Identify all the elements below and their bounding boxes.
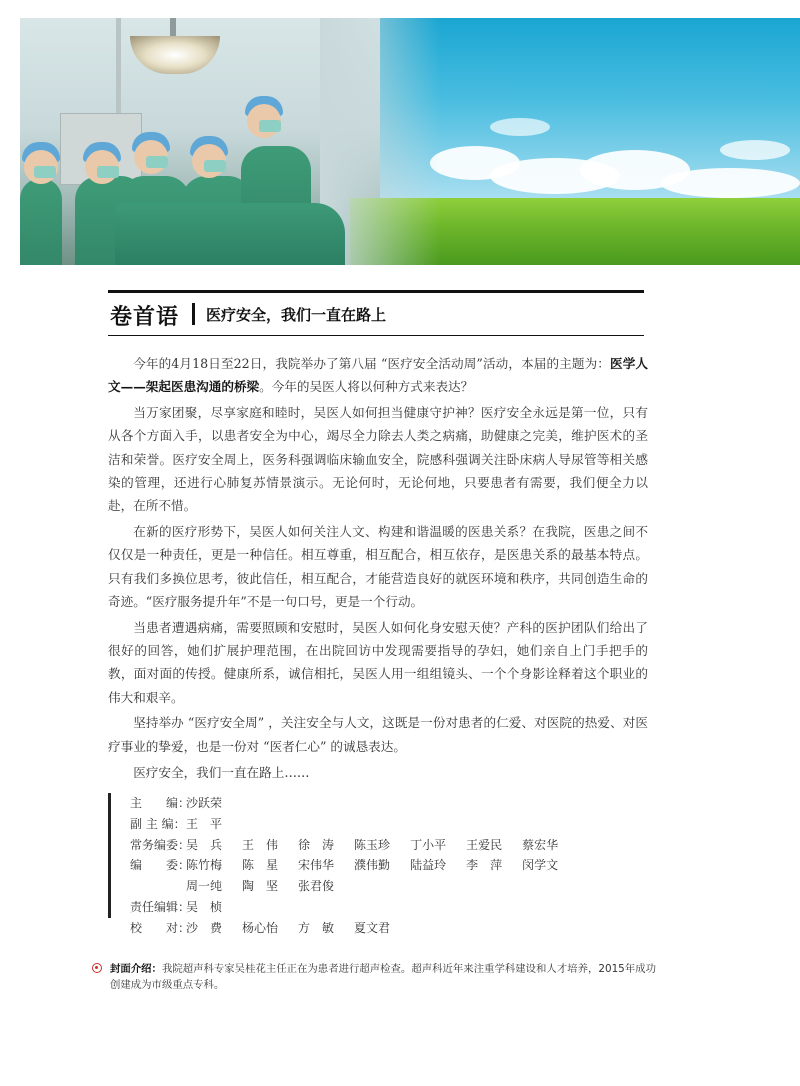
credit-names: [186, 918, 410, 939]
credit-names: [186, 855, 578, 876]
credit-names: [186, 814, 242, 835]
credit-name: 王 平: [186, 816, 223, 831]
credit-row: [111, 897, 571, 918]
surgical-drape: [115, 203, 345, 265]
editorial-article: [108, 352, 648, 786]
cloud: [660, 168, 800, 198]
theme-highlight: 医学人文——架起医患沟通的桥梁: [108, 356, 648, 395]
credit-name: 宋伟华: [298, 858, 335, 873]
credit-name: 周一纯: [186, 879, 223, 894]
credit-role: 副 主 编：: [130, 816, 186, 831]
credit-name: 陈玉珍: [354, 837, 391, 852]
credit-name: 夏文君: [354, 920, 391, 935]
paragraph: 坚持举办 “医疗安全周” ，关注安全与人文，这既是一份对患者的仁爱、对医院的热爱、对医疗事业的挚爱，也是一份对 “医者仁心” 的诚恳表达。: [108, 715, 648, 754]
target-bullet-icon: [92, 963, 102, 973]
credit-names: [186, 876, 354, 897]
credit-row: [111, 793, 571, 814]
cloud: [720, 140, 790, 160]
credit-row: [111, 835, 571, 856]
credit-name: 蔡宏华: [522, 837, 559, 852]
credit-name: 沙跃荣: [186, 796, 223, 810]
section-header: [108, 290, 644, 336]
credit-name: 李 萍: [466, 858, 503, 873]
section-subtitle: 医疗安全，我们一直在路上: [206, 306, 387, 324]
title-divider: [192, 303, 195, 325]
credit-names: [186, 793, 242, 814]
credit-role: 编 委：: [130, 858, 191, 873]
credit-name: 陈竹梅: [186, 858, 223, 873]
credit-name: 陈 星: [242, 858, 279, 873]
credit-name: 闵学文: [522, 858, 559, 873]
credit-name: 吴 兵: [186, 837, 223, 852]
credit-row: [111, 876, 571, 897]
section-title: 卷首语: [110, 305, 180, 330]
credit-name: 丁小平: [410, 837, 447, 852]
paragraph: 在新的医疗形势下，吴医人如何关注人文、构建和谐温暖的医患关系？在我院，医患之间不仅仅是一种责任，更是一种信任。相互尊重，相互配合，相互依存，是医患关系的最基本特点。只有我们多换位思考，彼此信任，相互配合，才能营造良好的就医环境和秩序，共同创造生命的奇迹。“医疗服务提升年”不是一句口号，更是一个行动。: [108, 524, 648, 609]
header-banner-image: [20, 18, 800, 265]
cover-introduction: [92, 961, 657, 993]
cover-description: 我院超声科专家吴桂花主任正在为患者进行超声检查。超声科近年来注重学科建设和人才培养，2015年成功创建成为市级重点专科。: [110, 963, 656, 991]
paragraph: 医疗安全，我们一直在路上……: [133, 764, 310, 780]
credit-row: [111, 855, 571, 876]
credit-name: 方 敏: [298, 920, 335, 935]
cloud: [490, 118, 550, 136]
credit-role: 校 对：: [130, 920, 191, 935]
credit-name: 张君俊: [298, 879, 335, 894]
credit-row: [111, 814, 571, 835]
credit-names: [186, 835, 578, 856]
paragraph: 当万家团聚，尽享家庭和睦时，吴医人如何担当健康守护神？医疗安全永远是第一位，只有从各个方面入手，以患者安全为中心，竭尽全力除去人类之病痛，助健康之完美，维护医术的圣洁和荣誉。医疗安全周上，医务科强调临床输血安全，院感科强调关注卧床病人导尿管等相关感染的管理，还进行心肺复苏情景演示。无论何时，无论何地，只要患者有需要，我们便全力以赴，在所不惜。: [108, 405, 648, 514]
credit-role: 主 编：: [130, 796, 191, 810]
credit-row: [111, 918, 571, 939]
editorial-credits: [108, 793, 571, 935]
credit-role: 常务编委：: [130, 837, 191, 852]
credit-role: 责任编辑：: [130, 899, 191, 914]
credit-name: 濮伟勤: [354, 858, 391, 873]
credit-name: 沙 费: [186, 920, 223, 935]
credit-name: 王爱民: [466, 837, 503, 852]
cover-label: 封面介绍：: [110, 963, 162, 975]
lamp-arm: [170, 18, 176, 38]
credit-names: [186, 897, 242, 918]
credit-name: 陆益玲: [410, 858, 447, 873]
credit-name: 陶 坚: [242, 879, 279, 894]
paragraph: 当患者遭遇病痛，需要照顾和安慰时，吴医人如何化身安慰天使？产科的医护团队们给出了很好的回答，她们扩展护理范围，在出院回访中发现需要指导的孕妇，她们亲自上门手把手的教，面对面的传授。健康所系，诚信相托，吴医人用一组组镜头、一个个身影诠释着这个职业的伟大和艰辛。: [108, 619, 648, 705]
credit-name: 吴 桢: [186, 899, 223, 914]
credit-name: 杨心怡: [242, 920, 279, 935]
credit-name: 徐 涛: [298, 837, 335, 852]
paragraph: 今年的4月18日至22日，我院举办了第八届 “医疗安全活动周”活动，本届的主题为：医学人文——架起医患沟通的桥梁。今年的吴医人将以何种方式来表达？: [108, 356, 648, 395]
credit-name: 王 伟: [242, 837, 279, 852]
